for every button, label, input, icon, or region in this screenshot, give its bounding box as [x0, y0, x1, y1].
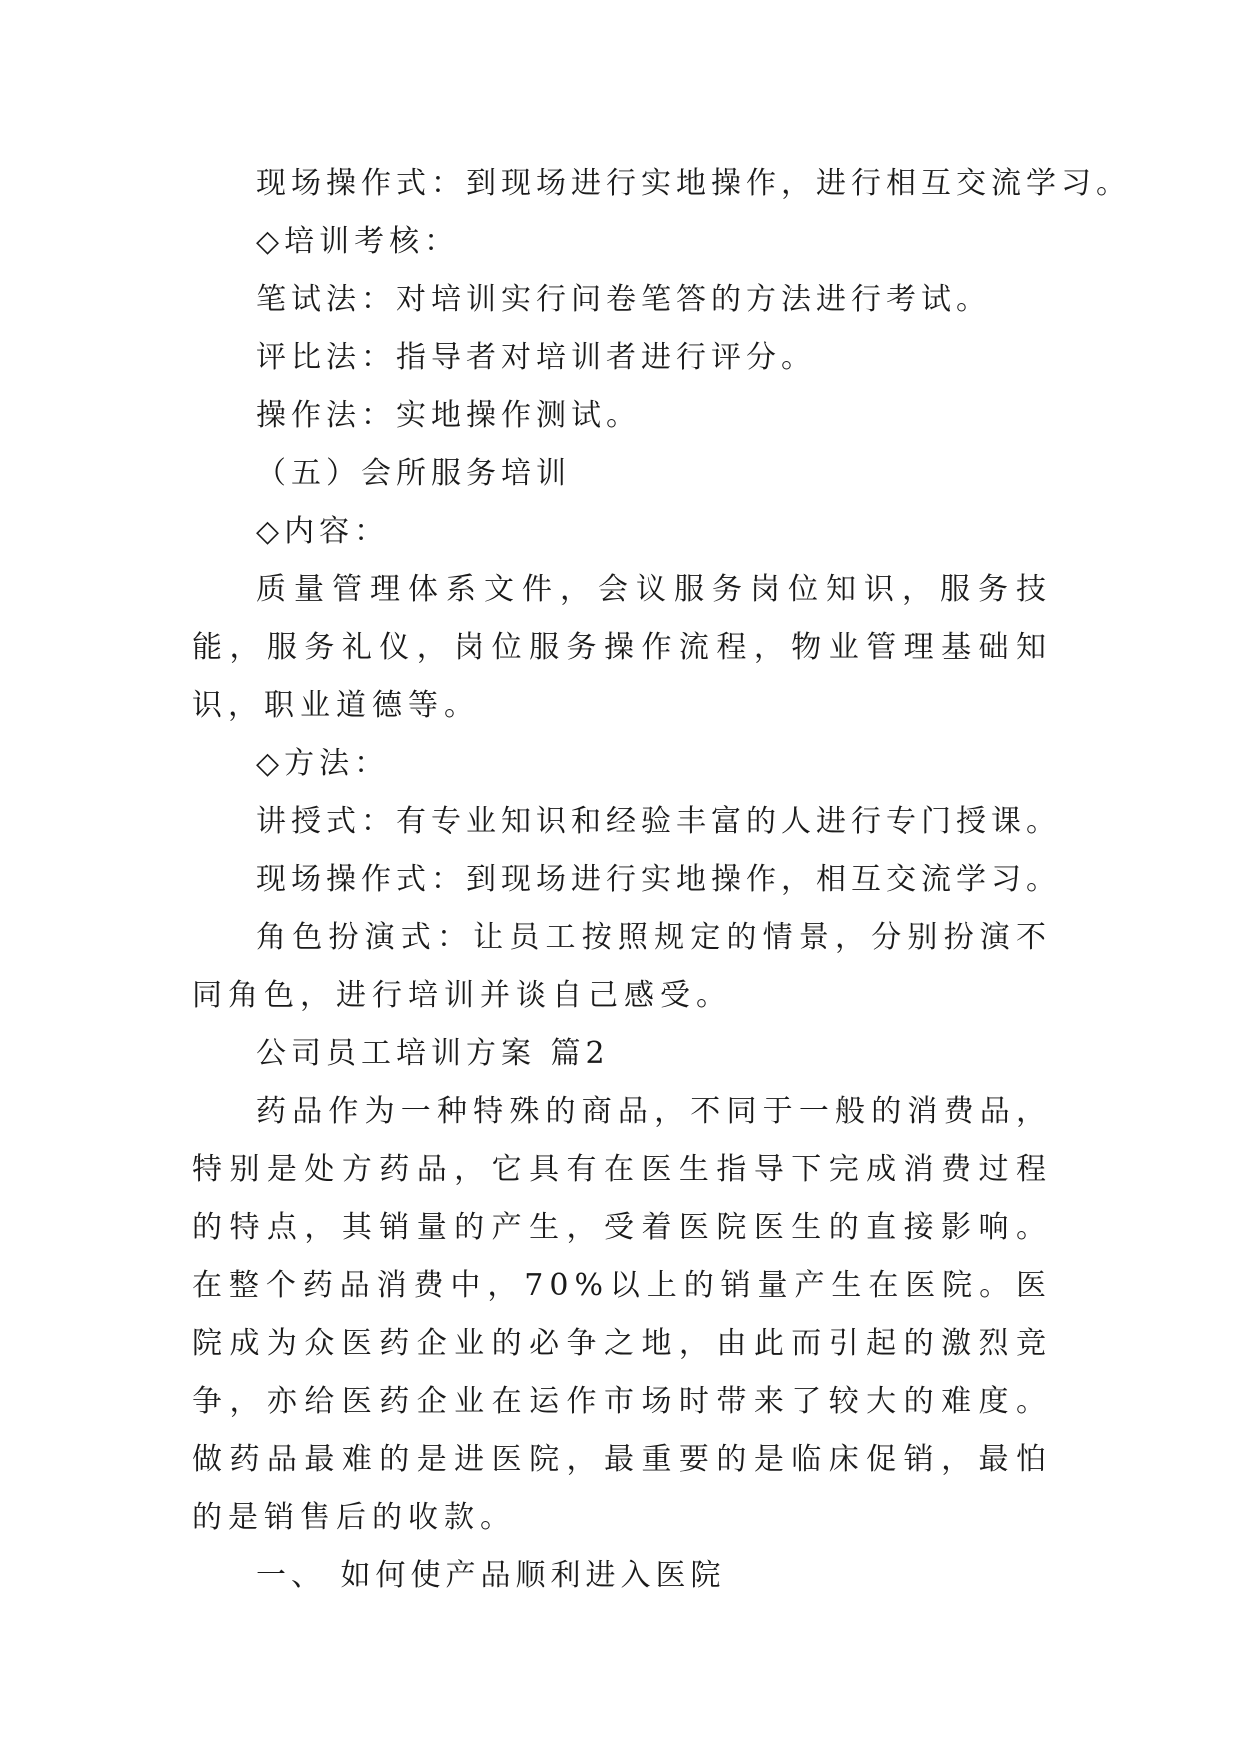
heading-hospital-entry: 一、 如何使产品顺利进入医院 — [256, 1558, 726, 1593]
text-line-written-test: 笔试法：对培训实行问卷笔答的方法进行考试。 — [256, 282, 991, 317]
text-line-evaluation: 评比法：指导者对培训者进行评分。 — [256, 340, 816, 375]
text-line-operation-test: 操作法：实地操作测试。 — [256, 398, 641, 433]
text-line-onsite-operation: 现场操作式：到现场进行实地操作，进行相互交流学习。 — [256, 166, 1131, 201]
text-line-onsite-exchange: 现场操作式：到现场进行实地操作，相互交流学习。 — [256, 862, 1061, 897]
text-line-method-heading: ◇方法： — [256, 746, 390, 781]
paragraph-pharma: 药品作为一种特殊的商品，不同于一般的消费品，特别是处方药品，它具有在医生指导下完成消费过程的特点，其销量的产生，受着医院医生的直接影响。在整个药品消费中，70%以上的销量产生在医院。医院成为众医药企业的必争之地，由此而引起的激烈竞争，亦给医药企业在运作市场时带来了较大的难度。做药品最难的是进医院，最重要的是临床促销，最怕的是销售后的收款。 — [192, 1094, 1052, 1535]
paragraph-roleplay: 角色扮演式：让员工按照规定的情景，分别扮演不同角色，进行培训并谈自己感受。 — [192, 920, 1052, 1013]
section-title: 公司员工培训方案 篇2 — [256, 1036, 610, 1071]
text-line-lecture: 讲授式：有专业知识和经验丰富的人进行专门授课。 — [256, 804, 1061, 839]
section-heading-club-service: （五）会所服务培训 — [256, 456, 571, 491]
text-line-content-heading: ◇内容： — [256, 514, 390, 549]
text-line-training-assessment: ◇培训考核： — [256, 224, 460, 259]
paragraph-content: 质量管理体系文件，会议服务岗位知识，服务技能，服务礼仪，岗位服务操作流程，物业管理基础知识，职业道德等。 — [192, 572, 1052, 723]
document-body — [192, 155, 1131, 1605]
